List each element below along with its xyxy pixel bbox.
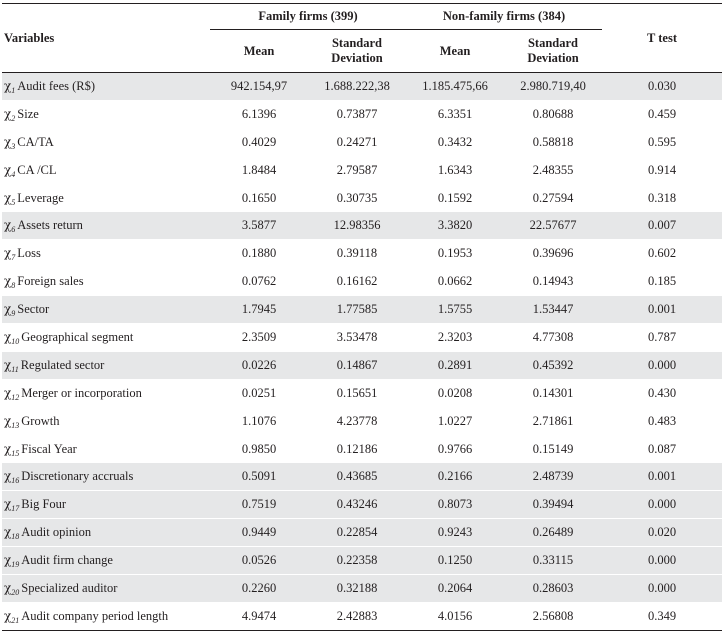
nonfamily-mean-cell: 0.2166 [406, 463, 504, 491]
t-test-cell: 0.001 [602, 296, 722, 324]
nonfamily-mean-cell: 0.1250 [406, 547, 504, 575]
variable-label: Loss [17, 246, 41, 261]
table-row [2, 463, 722, 491]
family-mean-cell: 4.9474 [210, 602, 308, 630]
nonfamily-std-cell: 0.26489 [504, 519, 602, 547]
nonfamily-mean-cell: 0.0208 [406, 379, 504, 407]
t-test-cell: 0.318 [602, 184, 722, 212]
nonfamily-mean-cell: 0.2064 [406, 575, 504, 603]
nonfamily-mean-cell: 6.3351 [406, 100, 504, 128]
family-mean-cell: 0.0251 [210, 379, 308, 407]
variable-label: Size [17, 106, 39, 121]
nonfamily-std-cell: 0.27594 [504, 184, 602, 212]
t-test-cell: 0.000 [602, 491, 722, 519]
t-test-cell: 0.185 [602, 268, 722, 296]
chi-symbol: χ [4, 302, 12, 317]
variable-label: Specialized auditor [21, 580, 118, 595]
variable-subscript: 11 [11, 364, 19, 374]
chi-symbol: χ [4, 329, 12, 344]
family-mean-cell: 1.7945 [210, 296, 308, 324]
table-row [2, 602, 722, 630]
table-row [2, 491, 722, 519]
variable-name-cell [2, 519, 210, 547]
variable-subscript: 15 [11, 448, 20, 458]
table-row [2, 379, 722, 407]
t-test-header: T test [602, 4, 722, 73]
nonfamily-mean-cell: 0.1592 [406, 184, 504, 212]
family-mean-cell: 0.7519 [210, 491, 308, 519]
nonfamily-firms-header: Non-family firms (384) [406, 4, 602, 30]
variable-name-cell [2, 407, 210, 435]
t-test-cell: 0.030 [602, 73, 722, 101]
nonfamily-mean-cell: 0.0662 [406, 268, 504, 296]
table-row [2, 407, 722, 435]
nonfamily-std-cell: 0.39494 [504, 491, 602, 519]
nonfamily-mean-cell: 1.5755 [406, 296, 504, 324]
table-row [2, 296, 722, 324]
family-std-cell: 0.22854 [308, 519, 406, 547]
variable-subscript: 16 [11, 476, 20, 486]
variable-subscript: 13 [11, 420, 20, 430]
nonfamily-std-cell: 2.980.719,40 [504, 73, 602, 101]
family-std-cell: 2.79587 [308, 156, 406, 184]
variable-label: Regulated sector [20, 357, 105, 372]
nonfamily-mean-cell: 0.2891 [406, 351, 504, 379]
nonfamily-std-cell: 0.28603 [504, 575, 602, 603]
nonfamily-std-cell: 2.48739 [504, 463, 602, 491]
nonfamily-mean-cell: 1.0227 [406, 407, 504, 435]
nonfamily-mean-cell: 4.0156 [406, 602, 504, 630]
variable-label: Audit fees (R$) [17, 78, 96, 93]
variable-subscript: 8 [11, 281, 16, 291]
nonfamily-mean-cell: 2.3203 [406, 324, 504, 352]
family-mean-cell: 0.0526 [210, 547, 308, 575]
table-row [2, 100, 722, 128]
table-row [2, 73, 722, 101]
variable-name-cell [2, 128, 210, 156]
table-row [2, 435, 722, 463]
variable-label: CA/TA [17, 134, 54, 149]
nonfamily-mean-cell: 0.9766 [406, 435, 504, 463]
family-std-cell: 0.12186 [308, 435, 406, 463]
variable-subscript: 21 [11, 615, 20, 625]
variable-subscript: 9 [11, 309, 16, 319]
variable-name-cell [2, 240, 210, 268]
std-line1: Standard [527, 36, 579, 50]
chi-symbol: χ [4, 580, 12, 595]
variable-name-cell [2, 547, 210, 575]
nonfamily-std-cell: 0.45392 [504, 351, 602, 379]
variable-subscript: 12 [11, 392, 20, 402]
table-row [2, 184, 722, 212]
variable-label: Audit firm change [21, 553, 113, 568]
chi-symbol: χ [4, 78, 12, 93]
variable-label: Fiscal Year [21, 441, 77, 456]
family-std-cell: 0.43685 [308, 463, 406, 491]
family-std-cell: 0.15651 [308, 379, 406, 407]
family-mean-cell: 2.3509 [210, 324, 308, 352]
nonfamily-std-header [504, 30, 602, 73]
chi-symbol: χ [4, 553, 12, 568]
family-std-cell: 4.23778 [308, 407, 406, 435]
variable-subscript: 18 [11, 532, 20, 542]
t-test-cell: 0.000 [602, 575, 722, 603]
variable-subscript: 3 [11, 141, 16, 151]
table-row [2, 575, 722, 603]
family-mean-cell: 1.1076 [210, 407, 308, 435]
family-mean-header: Mean [210, 30, 308, 73]
t-test-cell: 0.087 [602, 435, 722, 463]
nonfamily-mean-cell: 0.3432 [406, 128, 504, 156]
variable-subscript: 7 [11, 253, 16, 263]
variable-subscript: 6 [11, 225, 16, 235]
variable-subscript: 19 [11, 560, 20, 570]
variable-name-cell [2, 491, 210, 519]
variable-label: CA /CL [17, 162, 57, 177]
variable-label: Assets return [17, 218, 83, 233]
variable-label: Sector [17, 302, 50, 317]
family-mean-cell: 0.0762 [210, 268, 308, 296]
nonfamily-std-cell: 0.14301 [504, 379, 602, 407]
variable-name-cell [2, 435, 210, 463]
chi-symbol: χ [4, 469, 12, 484]
chi-symbol: χ [4, 608, 12, 623]
family-mean-cell: 0.2260 [210, 575, 308, 603]
variable-subscript: 20 [11, 587, 20, 597]
variable-subscript: 17 [11, 504, 20, 514]
table-row [2, 128, 722, 156]
nonfamily-mean-cell: 0.8073 [406, 491, 504, 519]
variable-name-cell [2, 602, 210, 630]
chi-symbol: χ [4, 525, 12, 540]
family-mean-cell: 0.0226 [210, 351, 308, 379]
nonfamily-mean-cell: 0.9243 [406, 519, 504, 547]
descriptive-statistics-table [2, 3, 722, 631]
family-mean-cell: 0.9449 [210, 519, 308, 547]
variable-name-cell [2, 184, 210, 212]
variable-label: Big Four [21, 497, 67, 512]
nonfamily-mean-cell: 1.185.475,66 [406, 73, 504, 101]
family-std-cell: 0.24271 [308, 128, 406, 156]
family-std-cell: 1.77585 [308, 296, 406, 324]
nonfamily-std-cell: 0.58818 [504, 128, 602, 156]
family-mean-cell: 0.1880 [210, 240, 308, 268]
variable-subscript: 4 [11, 169, 16, 179]
t-test-cell: 0.914 [602, 156, 722, 184]
variable-name-cell [2, 73, 210, 101]
chi-symbol: χ [4, 134, 12, 149]
t-test-cell: 0.430 [602, 379, 722, 407]
nonfamily-mean-cell: 1.6343 [406, 156, 504, 184]
variable-subscript: 1 [11, 85, 16, 95]
nonfamily-std-cell: 0.33115 [504, 547, 602, 575]
family-firms-header: Family firms (399) [210, 4, 406, 30]
family-mean-cell: 0.1650 [210, 184, 308, 212]
std-line1: Standard [331, 36, 383, 50]
table-row [2, 268, 722, 296]
t-test-cell: 0.001 [602, 463, 722, 491]
variable-label: Audit opinion [21, 525, 92, 540]
variable-name-cell [2, 296, 210, 324]
chi-symbol: χ [4, 274, 12, 289]
variable-label: Geographical segment [21, 329, 134, 344]
family-mean-cell: 942.154,97 [210, 73, 308, 101]
family-mean-cell: 0.4029 [210, 128, 308, 156]
variable-label: Leverage [17, 190, 64, 205]
nonfamily-std-cell: 1.53447 [504, 296, 602, 324]
family-std-cell: 1.688.222,38 [308, 73, 406, 101]
variable-label: Growth [21, 413, 60, 428]
nonfamily-std-cell: 2.71861 [504, 407, 602, 435]
variable-label: Foreign sales [17, 274, 84, 289]
variables-header: Variables [2, 4, 210, 73]
chi-symbol: χ [4, 413, 12, 428]
table-row [2, 156, 722, 184]
t-test-cell: 0.007 [602, 212, 722, 240]
variable-name-cell [2, 212, 210, 240]
t-test-cell: 0.602 [602, 240, 722, 268]
variable-name-cell [2, 100, 210, 128]
nonfamily-std-cell: 22.57677 [504, 212, 602, 240]
family-std-cell: 0.16162 [308, 268, 406, 296]
family-std-cell: 0.30735 [308, 184, 406, 212]
nonfamily-std-cell: 0.80688 [504, 100, 602, 128]
table-row [2, 351, 722, 379]
table-row [2, 519, 722, 547]
table-row [2, 324, 722, 352]
t-test-cell: 0.000 [602, 351, 722, 379]
std-line2: Deviation [331, 51, 383, 65]
t-test-cell: 0.595 [602, 128, 722, 156]
variable-name-cell [2, 156, 210, 184]
family-mean-cell: 3.5877 [210, 212, 308, 240]
chi-symbol: χ [4, 190, 12, 205]
t-test-cell: 0.787 [602, 324, 722, 352]
variable-subscript: 2 [11, 113, 16, 123]
nonfamily-std-cell: 2.48355 [504, 156, 602, 184]
t-test-cell: 0.459 [602, 100, 722, 128]
table-row [2, 240, 722, 268]
family-std-cell: 0.32188 [308, 575, 406, 603]
variable-name-cell [2, 463, 210, 491]
table-body [2, 73, 722, 631]
variable-subscript: 5 [11, 197, 16, 207]
nonfamily-std-cell: 2.56808 [504, 602, 602, 630]
family-std-cell: 12.98356 [308, 212, 406, 240]
nonfamily-std-cell: 4.77308 [504, 324, 602, 352]
chi-symbol: χ [4, 218, 12, 233]
nonfamily-std-cell: 0.39696 [504, 240, 602, 268]
std-line2: Deviation [527, 51, 579, 65]
variable-name-cell [2, 268, 210, 296]
chi-symbol: χ [4, 357, 12, 372]
variable-name-cell [2, 575, 210, 603]
family-mean-cell: 0.5091 [210, 463, 308, 491]
family-std-cell: 2.42883 [308, 602, 406, 630]
chi-symbol: χ [4, 441, 12, 456]
chi-symbol: χ [4, 385, 12, 400]
nonfamily-mean-header: Mean [406, 30, 504, 73]
chi-symbol: χ [4, 106, 12, 121]
family-std-cell: 3.53478 [308, 324, 406, 352]
chi-symbol: χ [4, 246, 12, 261]
family-std-cell: 0.43246 [308, 491, 406, 519]
family-mean-cell: 0.9850 [210, 435, 308, 463]
variable-name-cell [2, 379, 210, 407]
variable-label: Discretionary accruals [21, 469, 134, 484]
family-std-cell: 0.14867 [308, 351, 406, 379]
t-test-cell: 0.483 [602, 407, 722, 435]
family-std-cell: 0.39118 [308, 240, 406, 268]
chi-symbol: χ [4, 497, 12, 512]
chi-symbol: χ [4, 162, 12, 177]
family-mean-cell: 1.8484 [210, 156, 308, 184]
nonfamily-mean-cell: 3.3820 [406, 212, 504, 240]
variable-label: Merger or incorporation [21, 385, 142, 400]
family-mean-cell: 6.1396 [210, 100, 308, 128]
t-test-cell: 0.020 [602, 519, 722, 547]
t-test-cell: 0.000 [602, 547, 722, 575]
family-std-header [308, 30, 406, 73]
family-std-cell: 0.22358 [308, 547, 406, 575]
variable-name-cell [2, 351, 210, 379]
table-row [2, 547, 722, 575]
variable-label: Audit company period length [21, 608, 169, 623]
variable-name-cell [2, 324, 210, 352]
nonfamily-mean-cell: 0.1953 [406, 240, 504, 268]
family-std-cell: 0.73877 [308, 100, 406, 128]
table-row [2, 212, 722, 240]
nonfamily-std-cell: 0.14943 [504, 268, 602, 296]
variable-subscript: 10 [11, 336, 20, 346]
nonfamily-std-cell: 0.15149 [504, 435, 602, 463]
t-test-cell: 0.349 [602, 602, 722, 630]
